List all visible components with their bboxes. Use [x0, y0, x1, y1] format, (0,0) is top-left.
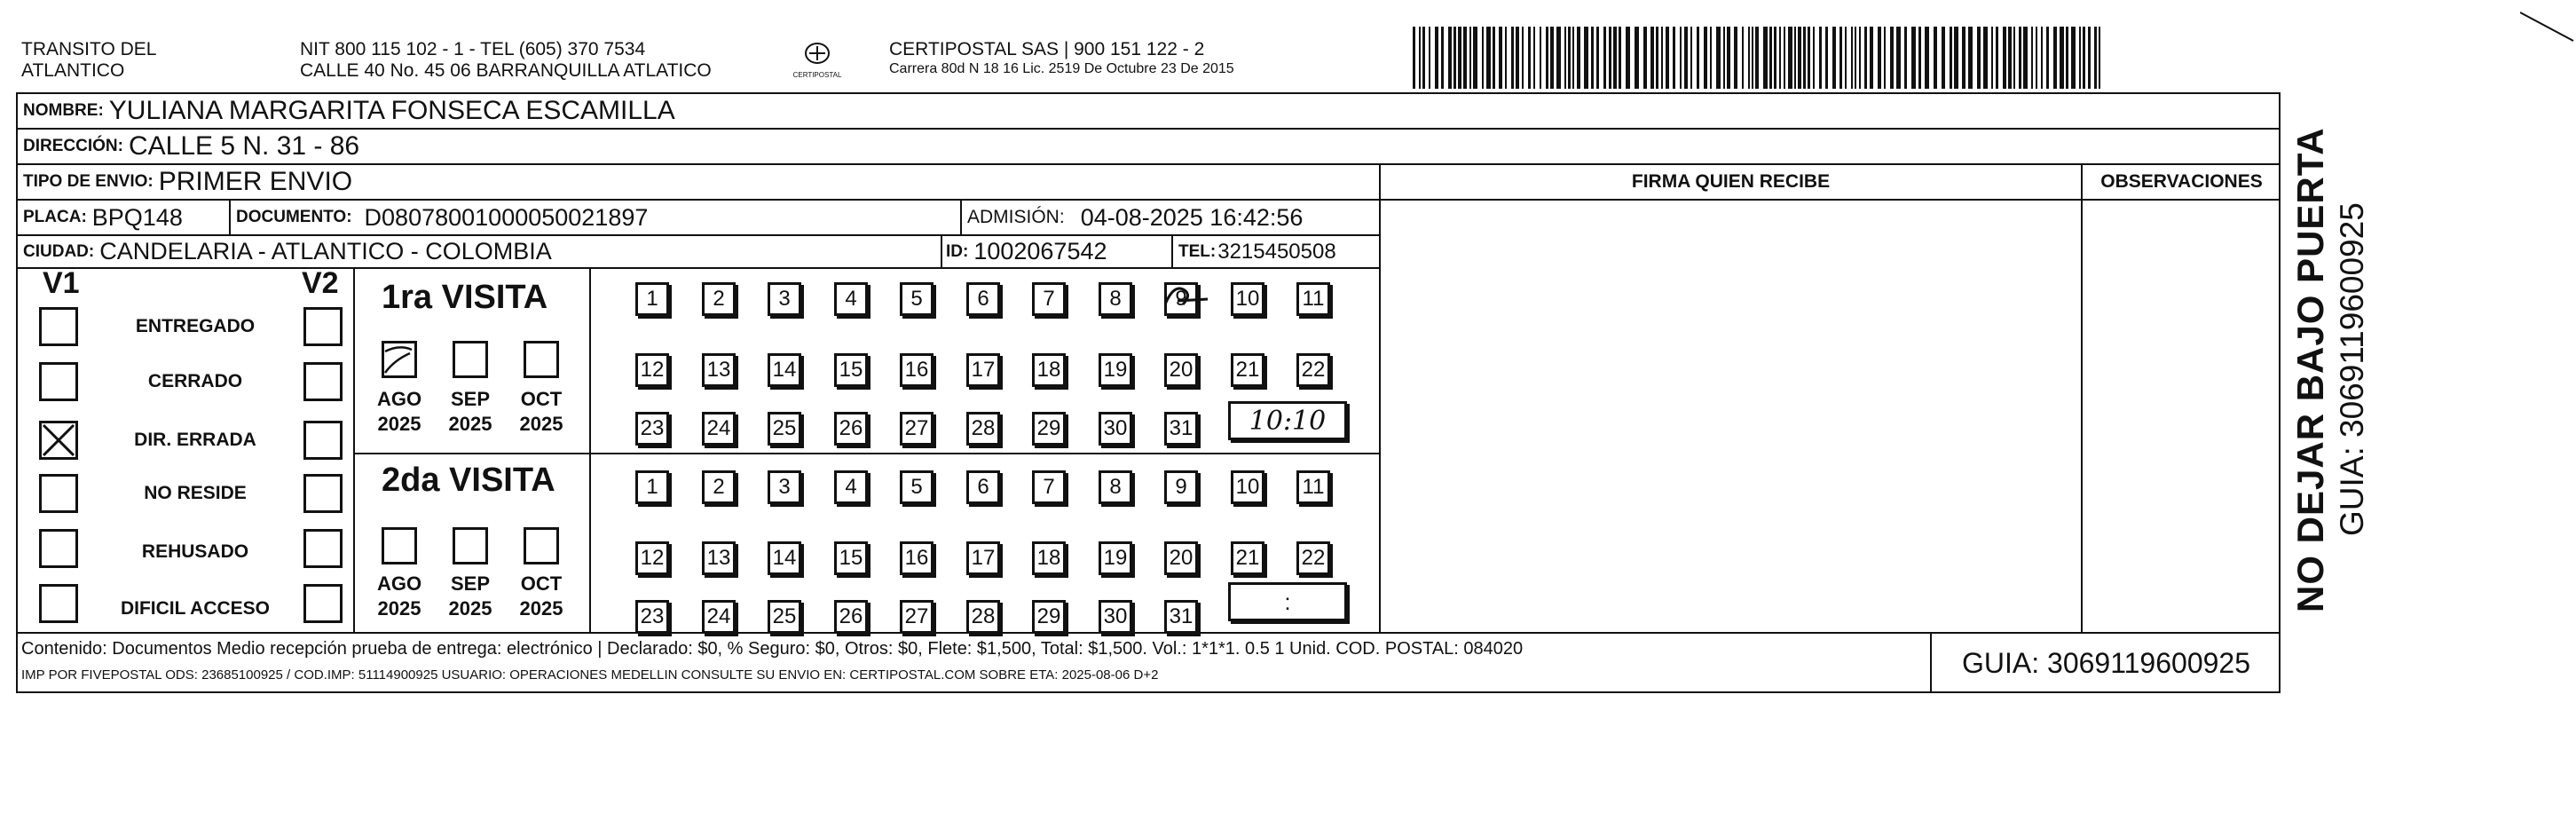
- second-visit-day-8[interactable]: 8: [1099, 470, 1132, 504]
- scribble-icon: [1160, 278, 1213, 317]
- second-visit-day-19[interactable]: 19: [1099, 541, 1132, 575]
- second-visit-day-3[interactable]: 3: [768, 470, 801, 504]
- ciudad-label: CIUDAD:: [23, 241, 95, 261]
- carrier-info: [889, 39, 1234, 78]
- option-no-reside: NO RESIDE: [144, 483, 247, 503]
- second-visit-day-26[interactable]: 26: [834, 600, 868, 634]
- second-visit-day-20[interactable]: 20: [1164, 541, 1198, 575]
- v1-dir-errada-checkbox[interactable]: [39, 421, 78, 460]
- v2-month-oct-checkbox[interactable]: [524, 527, 559, 564]
- second-visit-day-7[interactable]: 7: [1032, 470, 1066, 504]
- nombre-label: NOMBRE:: [23, 101, 104, 120]
- v1-month-ago-label: AGO 2025: [376, 388, 422, 435]
- nombre-row: [23, 94, 675, 128]
- second-visit-day-14[interactable]: 14: [768, 541, 801, 575]
- second-visit-day-18[interactable]: 18: [1032, 541, 1066, 575]
- first-visit-day-7[interactable]: 7: [1032, 282, 1066, 316]
- second-visit-day-30[interactable]: 30: [1099, 600, 1132, 634]
- v1-month-oct-checkbox[interactable]: [524, 341, 559, 378]
- first-visit-day-31[interactable]: 31: [1164, 412, 1198, 446]
- barcode-icon: [1413, 27, 2105, 89]
- side-notice: NO DEJAR BAJO PUERTA: [2289, 127, 2331, 612]
- first-visit-day-21[interactable]: 21: [1231, 353, 1264, 387]
- second-visit-day-31[interactable]: 31: [1164, 600, 1198, 634]
- first-visit-day-28[interactable]: 28: [966, 412, 1000, 446]
- v1-rehusado-checkbox[interactable]: [39, 529, 78, 568]
- second-visit-day-9[interactable]: 9: [1164, 470, 1198, 504]
- v2-dificil-acceso-checkbox[interactable]: [303, 584, 343, 623]
- first-visit-day-11[interactable]: 11: [1296, 282, 1330, 316]
- second-visit-day-12[interactable]: 12: [635, 541, 669, 575]
- option-dir-errada: DIR. ERRADA: [134, 430, 256, 450]
- v1-cerrado-checkbox[interactable]: [39, 362, 78, 401]
- direccion-value: CALLE 5 N. 31 - 86: [128, 131, 360, 161]
- first-visit-day-1[interactable]: 1: [635, 282, 669, 316]
- second-visit-day-5[interactable]: 5: [900, 470, 934, 504]
- observaciones-header: OBSERVACIONES: [2100, 171, 2263, 192]
- footer-guia: GUIA: 3069119600925: [1962, 647, 2250, 679]
- first-visit-day-9[interactable]: 9: [1164, 282, 1198, 316]
- v1-header: V1: [43, 266, 80, 300]
- carrier-name: CERTIPOSTAL SAS | 900 151 122 - 2: [889, 39, 1205, 59]
- admision-cell: [967, 201, 1303, 234]
- first-visit-day-17[interactable]: 17: [966, 353, 1000, 387]
- first-visit-day-18[interactable]: 18: [1032, 353, 1066, 387]
- placa-cell: [23, 201, 183, 234]
- direccion-label: DIRECCIÓN:: [23, 137, 123, 155]
- sender-name: [21, 39, 156, 82]
- corner-mark-icon: [2520, 9, 2576, 44]
- tipo-label: TIPO DE ENVIO:: [23, 172, 154, 191]
- second-visit-day-21[interactable]: 21: [1231, 541, 1264, 575]
- firma-header: FIRMA QUIEN RECIBE: [1631, 171, 1831, 192]
- nombre-value: YULIANA MARGARITA FONSECA ESCAMILLA: [108, 96, 675, 125]
- ciudad-cell: [23, 236, 552, 267]
- second-visit-day-23[interactable]: 23: [635, 600, 669, 634]
- second-visit-day-15[interactable]: 15: [834, 541, 868, 575]
- sender-line-2: ATLANTICO: [21, 60, 125, 81]
- first-visit-day-22[interactable]: 22: [1296, 353, 1330, 387]
- first-visit-time-field[interactable]: 10:10: [1228, 401, 1347, 440]
- sender-details: [300, 39, 712, 82]
- second-visit-day-4[interactable]: 4: [834, 470, 868, 504]
- second-visit-day-24[interactable]: 24: [702, 600, 736, 634]
- v2-header: V2: [302, 266, 339, 300]
- second-visit-day-22[interactable]: 22: [1296, 541, 1330, 575]
- v2-cerrado-checkbox[interactable]: [303, 362, 343, 401]
- sender-address: CALLE 40 No. 45 06 BARRANQUILLA ATLATICO: [300, 60, 712, 81]
- first-visit-day-4[interactable]: 4: [834, 282, 868, 316]
- second-visit-day-29[interactable]: 29: [1032, 600, 1066, 634]
- footer-contents: Contenido: Documentos Medio recepción prueba de entrega: electrónico | Declarado: $0, % Seguro: $0, Otros: $0, Flete: $1,500, Total: $1,500. Vol.: 1*1*1. 0.5 1 Unid. COD. POSTAL: 084020: [21, 639, 1524, 659]
- first-visit-day-29[interactable]: 29: [1032, 412, 1066, 446]
- second-visit-day-10[interactable]: 10: [1231, 470, 1264, 504]
- second-visit-day-16[interactable]: 16: [900, 541, 934, 575]
- id-label: ID:: [946, 241, 969, 261]
- first-visit-day-30[interactable]: 30: [1099, 412, 1132, 446]
- first-visit-day-23[interactable]: 23: [635, 412, 669, 446]
- second-visit-time-field[interactable]: :: [1228, 582, 1347, 621]
- ciudad-value: CANDELARIA - ATLANTICO - COLOMBIA: [99, 238, 552, 264]
- logo-text: CERTIPOSTAL: [792, 71, 842, 79]
- second-visit-day-1[interactable]: 1: [635, 470, 669, 504]
- documento-cell: [236, 201, 648, 234]
- v1-no-reside-checkbox[interactable]: [39, 474, 78, 513]
- v1-month-ago-checkbox[interactable]: [382, 341, 417, 378]
- second-visit-day-2[interactable]: 2: [702, 470, 736, 504]
- second-visit-day-11[interactable]: 11: [1296, 470, 1330, 504]
- second-visit-day-27[interactable]: 27: [900, 600, 934, 634]
- v2-month-ago-label: AGO 2025: [376, 572, 422, 620]
- second-visit-day-17[interactable]: 17: [966, 541, 1000, 575]
- first-visit-day-25[interactable]: 25: [768, 412, 801, 446]
- v2-month-ago-checkbox[interactable]: [382, 527, 417, 564]
- first-visit-day-13[interactable]: 13: [702, 353, 736, 387]
- v2-month-sep-checkbox[interactable]: [453, 527, 488, 564]
- second-visit-day-28[interactable]: 28: [966, 600, 1000, 634]
- option-dificil-acceso: DIFICIL ACCESO: [120, 598, 270, 619]
- placa-label: PLACA:: [23, 208, 87, 226]
- first-visit-day-6[interactable]: 6: [966, 282, 1000, 316]
- footer-print-info: IMP POR FIVEPOSTAL ODS: 23685100925 / COD.IMP: 51114900925 USUARIO: OPERACIONES MEDELLIN CONSULTE SU ENVIO EN: CERTIPOSTAL.COM SOBRE ETA: 2025-08-06 D+2: [21, 667, 1159, 683]
- v1-dificil-acceso-checkbox[interactable]: [39, 584, 78, 623]
- v2-month-sep-label: SEP 2025: [448, 572, 492, 620]
- id-value: 1002067542: [973, 238, 1107, 264]
- v1-month-oct-label: OCT 2025: [519, 388, 563, 435]
- documento-value: D08078001000050021897: [364, 203, 649, 231]
- placa-value: BPQ148: [91, 203, 183, 231]
- v1-entregado-checkbox[interactable]: [39, 307, 78, 346]
- first-visit-day-19[interactable]: 19: [1099, 353, 1132, 387]
- admision-label: ADMISIÓN:: [967, 207, 1065, 227]
- v2-dir-errada-checkbox[interactable]: [303, 421, 343, 460]
- second-visit-day-13[interactable]: 13: [702, 541, 736, 575]
- tipo-row: [23, 165, 352, 199]
- carrier-license: Carrera 80d N 18 16 Lic. 2519 De Octubre 23 De 2015: [889, 61, 1234, 76]
- first-visit-day-12[interactable]: 12: [635, 353, 669, 387]
- direccion-row: [23, 130, 359, 163]
- documento-label: DOCUMENTO:: [236, 208, 352, 226]
- first-visit-day-24[interactable]: 24: [702, 412, 736, 446]
- v1-month-sep-label: SEP 2025: [448, 388, 492, 435]
- first-visit-day-20[interactable]: 20: [1164, 353, 1198, 387]
- admision-value: 04-08-2025 16:42:56: [1080, 203, 1304, 231]
- side-guia: GUIA: 3069119600925: [2334, 202, 2370, 536]
- first-visit-day-27[interactable]: 27: [900, 412, 934, 446]
- second-visit-day-6[interactable]: 6: [966, 470, 1000, 504]
- scribble-icon: [382, 341, 417, 376]
- certipostal-logo: [784, 39, 850, 89]
- first-visit-day-8[interactable]: 8: [1099, 282, 1132, 316]
- first-visit-day-5[interactable]: 5: [900, 282, 934, 316]
- v2-no-reside-checkbox[interactable]: [303, 474, 343, 513]
- first-visit-day-10[interactable]: 10: [1231, 282, 1264, 316]
- tel-value: 3215450508: [1217, 239, 1336, 264]
- second-visit-title: 2da VISITA: [382, 462, 555, 499]
- id-cell: [946, 236, 1107, 267]
- x-mark-icon: [42, 423, 75, 457]
- sender-line-1: TRANSITO DEL: [21, 39, 157, 59]
- first-visit-day-16[interactable]: 16: [900, 353, 934, 387]
- second-visit-day-25[interactable]: 25: [768, 600, 801, 634]
- tel-label: TEL:: [1178, 241, 1217, 261]
- option-rehusado: REHUSADO: [141, 541, 249, 562]
- v2-entregado-checkbox[interactable]: [303, 307, 343, 346]
- option-entregado: ENTREGADO: [135, 316, 256, 336]
- v1-month-sep-checkbox[interactable]: [453, 341, 488, 378]
- tipo-value: PRIMER ENVIO: [158, 167, 353, 196]
- tel-cell: [1178, 236, 1336, 267]
- option-cerrado: CERRADO: [147, 371, 243, 391]
- v2-month-oct-label: OCT 2025: [519, 572, 563, 620]
- barcode: [1413, 27, 2105, 89]
- logo-icon: [784, 39, 850, 89]
- sender-nit: NIT 800 115 102 - 1 - TEL (605) 370 7534: [300, 39, 646, 59]
- first-visit-day-3[interactable]: 3: [768, 282, 801, 316]
- v2-rehusado-checkbox[interactable]: [303, 529, 343, 568]
- first-visit-title: 1ra VISITA: [382, 279, 548, 316]
- first-visit-day-15[interactable]: 15: [834, 353, 868, 387]
- first-visit-day-26[interactable]: 26: [834, 412, 868, 446]
- first-visit-day-2[interactable]: 2: [702, 282, 736, 316]
- first-visit-day-14[interactable]: 14: [768, 353, 801, 387]
